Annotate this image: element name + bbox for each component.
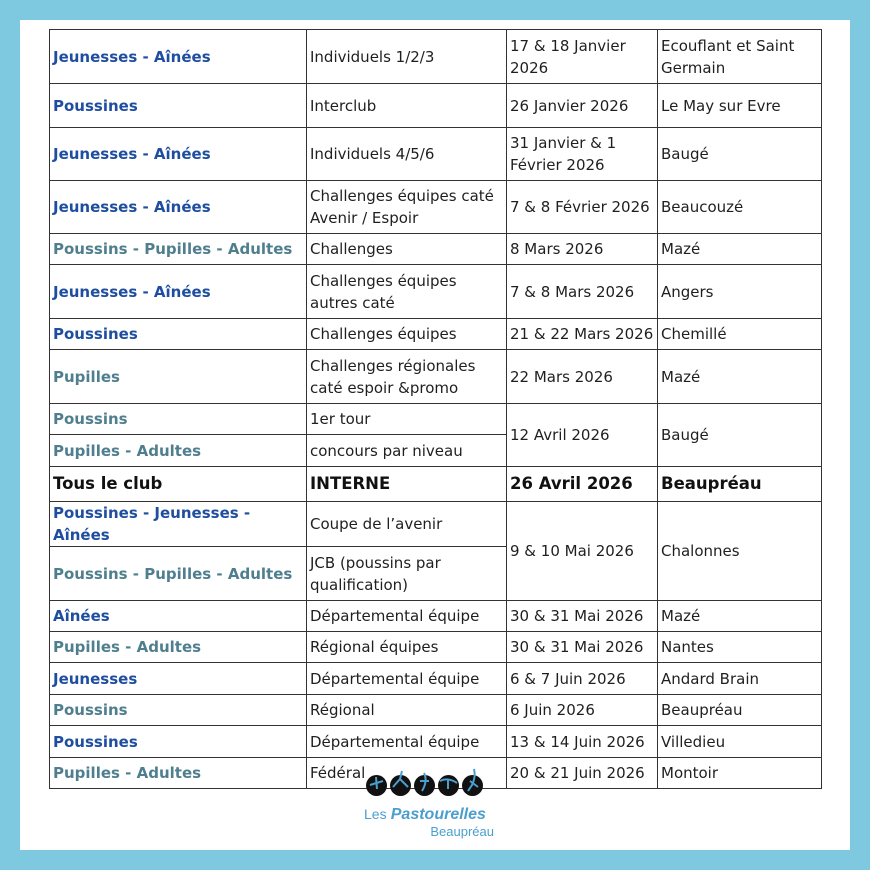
place-cell: Montoir	[658, 758, 822, 789]
event-cell: Régional équipes	[307, 632, 507, 663]
table-row	[50, 695, 822, 726]
date-cell: 31 Janvier & 1 Février 2026	[507, 128, 658, 181]
logo-wordmark	[364, 806, 504, 840]
place-cell: Mazé	[658, 601, 822, 632]
table-row	[50, 502, 822, 547]
place-cell: Mazé	[658, 234, 822, 265]
event-cell: Challenges	[307, 234, 507, 265]
place-cell: Le May sur Evre	[658, 84, 822, 128]
table-row	[50, 467, 822, 502]
place-cell: Baugé	[658, 404, 822, 467]
event-cell: Challenges équipes autres caté	[307, 265, 507, 319]
table-row	[50, 234, 822, 265]
place-cell: Angers	[658, 265, 822, 319]
date-cell: 6 & 7 Juin 2026	[507, 663, 658, 695]
date-cell: 9 & 10 Mai 2026	[507, 502, 658, 601]
group-cell: Pupilles - Adultes	[50, 435, 307, 467]
group-cell: Pupilles - Adultes	[50, 632, 307, 663]
dancer-icon	[462, 775, 483, 796]
date-cell: 7 & 8 Mars 2026	[507, 265, 658, 319]
competition-schedule-table	[49, 29, 822, 789]
event-cell: Départemental équipe	[307, 726, 507, 758]
group-cell: Poussines	[50, 319, 307, 350]
date-cell: 22 Mars 2026	[507, 350, 658, 404]
table-row	[50, 350, 822, 404]
date-cell: 8 Mars 2026	[507, 234, 658, 265]
table-row	[50, 404, 822, 435]
table-row	[50, 128, 822, 181]
date-cell: 26 Janvier 2026	[507, 84, 658, 128]
event-cell: Challenges régionales caté espoir &promo	[307, 350, 507, 404]
table-row	[50, 181, 822, 234]
event-cell: Fédéral	[307, 758, 507, 789]
date-cell: 20 & 21 Juin 2026	[507, 758, 658, 789]
event-cell: INTERNE	[307, 467, 507, 502]
logo-dancers	[366, 775, 504, 796]
group-cell: Jeunesses	[50, 663, 307, 695]
dancer-icon	[366, 775, 387, 796]
group-cell: Jeunesses - Aînées	[50, 181, 307, 234]
event-cell: Individuels 4/5/6	[307, 128, 507, 181]
event-cell: Départemental équipe	[307, 663, 507, 695]
group-cell: Poussines - Jeunesses - Aînées	[50, 502, 307, 547]
date-cell: 17 & 18 Janvier 2026	[507, 30, 658, 84]
date-cell: 13 & 14 Juin 2026	[507, 726, 658, 758]
event-cell: Challenges équipes caté Avenir / Espoir	[307, 181, 507, 234]
table-row	[50, 726, 822, 758]
group-cell: Pupilles - Adultes	[50, 758, 307, 789]
group-cell: Tous le club	[50, 467, 307, 502]
table-row	[50, 265, 822, 319]
club-logo	[364, 775, 504, 847]
date-cell: 6 Juin 2026	[507, 695, 658, 726]
place-cell: Beaupréau	[658, 695, 822, 726]
event-cell: Individuels 1/2/3	[307, 30, 507, 84]
date-cell: 30 & 31 Mai 2026	[507, 632, 658, 663]
date-cell: 7 & 8 Février 2026	[507, 181, 658, 234]
table-row	[50, 601, 822, 632]
place-cell: Chalonnes	[658, 502, 822, 601]
event-cell: Coupe de l’avenir	[307, 502, 507, 547]
group-cell: Pupilles	[50, 350, 307, 404]
table-row	[50, 632, 822, 663]
event-cell: Régional	[307, 695, 507, 726]
dancer-icon	[390, 775, 411, 796]
event-cell: JCB (poussins par qualification)	[307, 547, 507, 601]
dancer-icon	[414, 775, 435, 796]
group-cell: Aînées	[50, 601, 307, 632]
place-cell: Ecouflant et Saint Germain	[658, 30, 822, 84]
event-cell: Challenges équipes	[307, 319, 507, 350]
place-cell: Nantes	[658, 632, 822, 663]
place-cell: Villedieu	[658, 726, 822, 758]
table-row	[50, 319, 822, 350]
group-cell: Poussins	[50, 404, 307, 435]
table-row	[50, 663, 822, 695]
logo-name: Pastourelles	[390, 806, 486, 823]
event-cell: Départemental équipe	[307, 601, 507, 632]
group-cell: Jeunesses - Aînées	[50, 265, 307, 319]
logo-prefix: Les	[364, 806, 387, 822]
group-cell: Poussines	[50, 726, 307, 758]
place-cell: Baugé	[658, 128, 822, 181]
group-cell: Poussins - Pupilles - Adultes	[50, 547, 307, 601]
logo-city: Beaupréau	[430, 824, 494, 839]
date-cell: 12 Avril 2026	[507, 404, 658, 467]
place-cell: Mazé	[658, 350, 822, 404]
table-row	[50, 30, 822, 84]
event-cell: Interclub	[307, 84, 507, 128]
group-cell: Poussins	[50, 695, 307, 726]
group-cell: Poussines	[50, 84, 307, 128]
group-cell: Jeunesses - Aînées	[50, 30, 307, 84]
group-cell: Poussins - Pupilles - Adultes	[50, 234, 307, 265]
place-cell: Beaupréau	[658, 467, 822, 502]
event-cell: 1er tour	[307, 404, 507, 435]
date-cell: 30 & 31 Mai 2026	[507, 601, 658, 632]
place-cell: Chemillé	[658, 319, 822, 350]
table-row	[50, 84, 822, 128]
dancer-icon	[438, 775, 459, 796]
place-cell: Beaucouzé	[658, 181, 822, 234]
date-cell: 21 & 22 Mars 2026	[507, 319, 658, 350]
schedule-card	[20, 20, 850, 850]
group-cell: Jeunesses - Aînées	[50, 128, 307, 181]
event-cell: concours par niveau	[307, 435, 507, 467]
date-cell: 26 Avril 2026	[507, 467, 658, 502]
place-cell: Andard Brain	[658, 663, 822, 695]
